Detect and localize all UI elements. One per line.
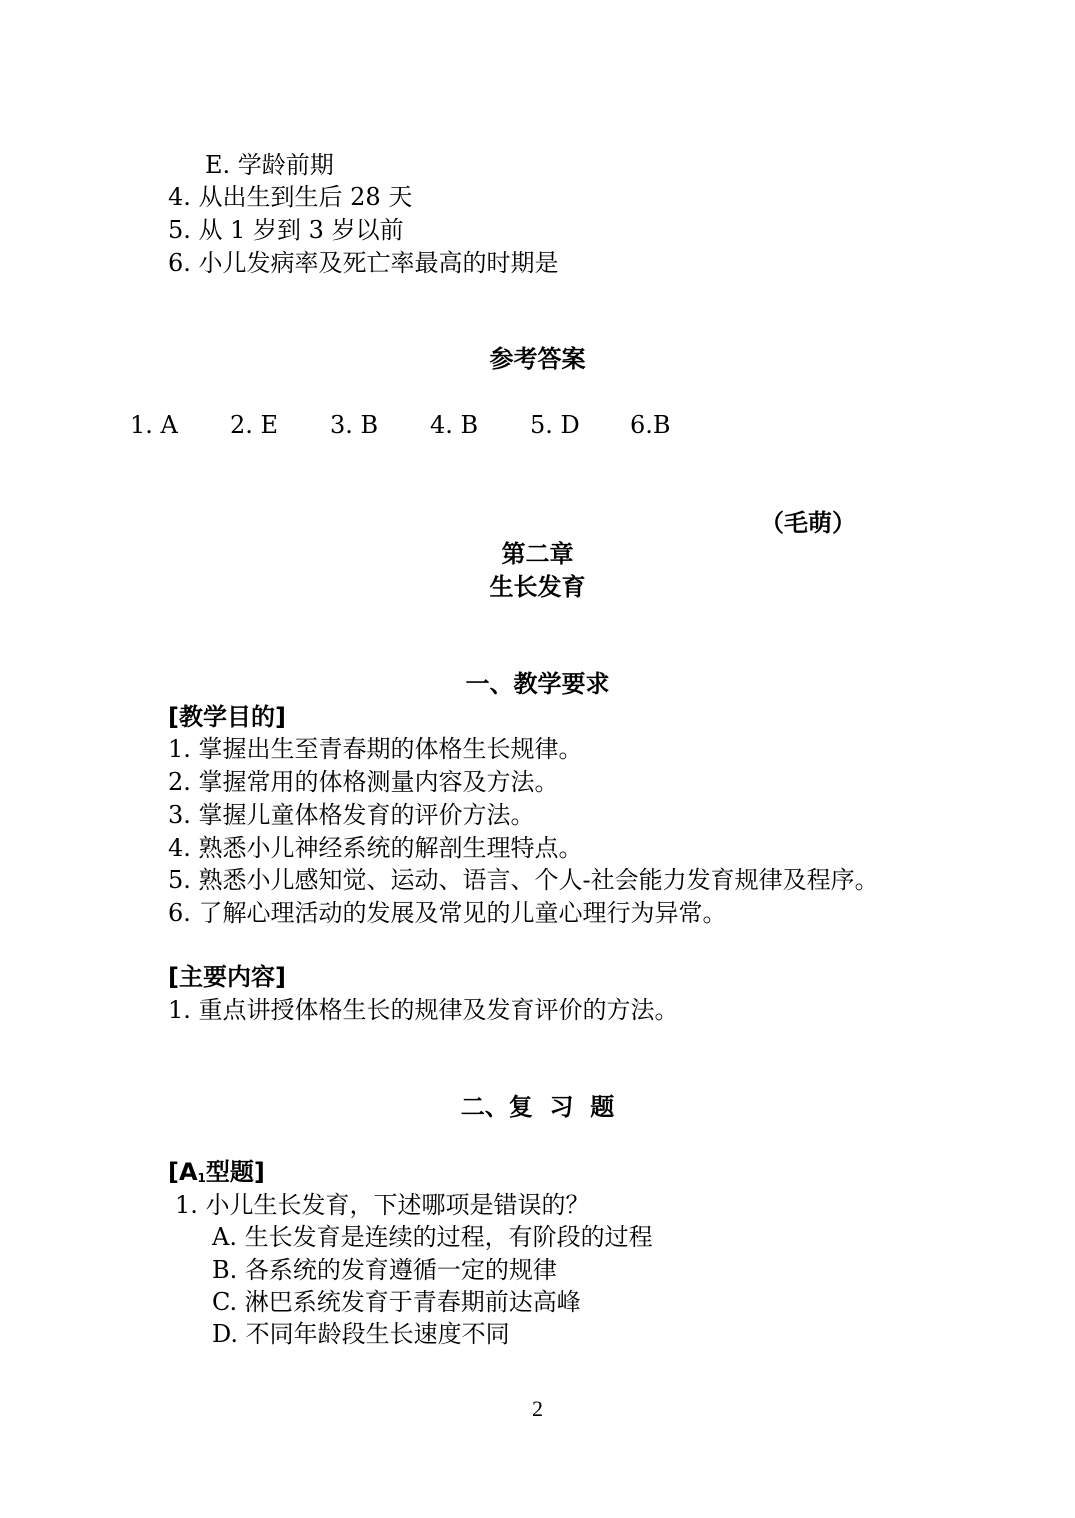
question-1-stem: 1. 小儿生长发育，下述哪项是错误的？: [175, 1191, 590, 1219]
answer-item: 1. A: [130, 411, 178, 439]
question-1-option: D. 不同年龄段生长速度不同: [212, 1320, 510, 1348]
goal-item: 3. 掌握儿童体格发育的评价方法。: [168, 801, 535, 829]
goal-item: 2. 掌握常用的体格测量内容及方法。: [168, 768, 559, 796]
question-1-option: B. 各系统的发育遵循一定的规律: [212, 1256, 557, 1284]
answer-item: 4. B: [430, 411, 479, 439]
section-1-title: 一、教学要求: [465, 670, 610, 698]
content-item: 1. 重点讲授体格生长的规律及发育评价的方法。: [168, 996, 679, 1024]
goals-heading: [教学目的]: [168, 703, 286, 731]
question-type-suffix: 型题]: [205, 1158, 265, 1186]
question-4: 4. 从出生到生后 28 天: [168, 183, 413, 211]
answer-item: 6.B: [630, 411, 671, 439]
answer-item: 5. D: [530, 411, 580, 439]
answer-item: 3. B: [330, 411, 379, 439]
chapter-title: 生长发育: [489, 573, 586, 601]
author: （毛萌）: [760, 509, 856, 537]
answer-item: 2. E: [230, 411, 279, 439]
question-6: 6. 小儿发病率及死亡率最高的时期是: [168, 249, 559, 277]
answers-title: 参考答案: [489, 345, 586, 373]
goal-item: 4. 熟悉小儿神经系统的解剖生理特点。: [168, 834, 583, 862]
goal-item: 5. 熟悉小儿感知觉、运动、语言、个人-社会能力发育规律及程序。: [168, 866, 879, 894]
section-2-title: 二、复 习 题: [460, 1093, 615, 1121]
goal-item: 6. 了解心理活动的发展及常见的儿童心理行为异常。: [168, 899, 727, 927]
chapter-number: 第二章: [501, 540, 574, 568]
answers-row: [130, 409, 730, 441]
goal-item: 1. 掌握出生至青春期的体格生长规律。: [168, 735, 583, 763]
question-1-option: C. 淋巴系统发育于青春期前达高峰: [212, 1288, 581, 1316]
content-heading: [主要内容]: [168, 963, 286, 991]
question-1-option: A. 生长发育是连续的过程，有阶段的过程: [212, 1223, 653, 1251]
question-5: 5. 从 1 岁到 3 岁以前: [168, 216, 404, 244]
page-number: 2: [532, 1396, 543, 1421]
question-type-prefix: [A: [168, 1158, 198, 1186]
option-e: E. 学龄前期: [205, 151, 334, 179]
question-type-subscript: 1: [197, 1171, 206, 1185]
